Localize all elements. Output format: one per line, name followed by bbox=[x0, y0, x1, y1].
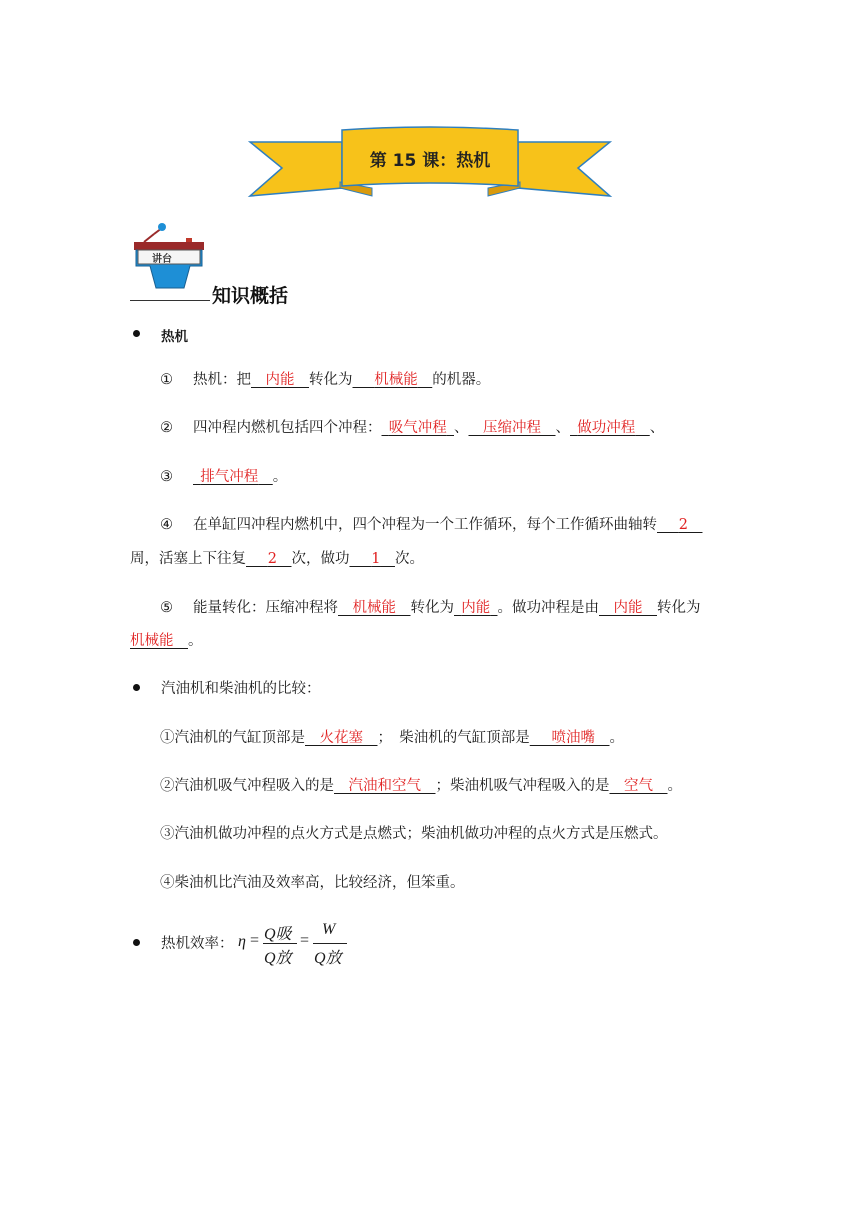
item-number: ④ bbox=[160, 517, 173, 533]
equals-sign: = bbox=[250, 932, 260, 949]
answer: 压缩冲程 bbox=[483, 420, 541, 436]
compare-line bbox=[160, 774, 682, 795]
blank bbox=[653, 778, 668, 794]
item-text: 。做功冲程是由 bbox=[497, 600, 599, 616]
answer: 2 bbox=[267, 551, 277, 567]
efficiency-label: 热机效率： bbox=[161, 936, 234, 952]
answer: 内能 bbox=[461, 600, 491, 616]
answer: 空气 bbox=[624, 778, 653, 794]
fraction-bar bbox=[263, 943, 297, 944]
blank bbox=[530, 730, 552, 746]
blank bbox=[469, 420, 484, 436]
eta-symbol: η bbox=[238, 933, 246, 950]
answer: 1 bbox=[371, 551, 381, 567]
blank bbox=[418, 372, 433, 388]
blank bbox=[396, 600, 411, 616]
answer: 机械能 bbox=[130, 633, 174, 649]
blank bbox=[421, 778, 436, 794]
item-text: 转化为 bbox=[410, 600, 454, 616]
blank bbox=[174, 633, 189, 649]
separator: 、 bbox=[649, 420, 665, 436]
item-text: ①汽油机的气缸顶部是 bbox=[160, 730, 305, 746]
podium-icon bbox=[132, 220, 212, 290]
item-text: 转化为 bbox=[657, 600, 701, 616]
equals-sign: = bbox=[300, 932, 310, 949]
blank bbox=[657, 517, 679, 533]
section-heading: 知识概括 bbox=[212, 285, 289, 307]
item-text: ②汽油机吸气冲程吸入的是 bbox=[160, 778, 334, 794]
item-number: ⑤ bbox=[160, 600, 173, 616]
item-text: 周，活塞上下往复 bbox=[130, 551, 246, 567]
list-item bbox=[160, 465, 287, 486]
podium-label: 讲台 bbox=[152, 254, 172, 265]
answer: 排气冲程 bbox=[200, 469, 259, 485]
item-text: 四冲程内燃机包括四个冲程： bbox=[193, 420, 382, 436]
compare-line: ④柴油机比汽油及效率高，比较经济，但笨重。 bbox=[160, 875, 465, 891]
blank bbox=[363, 730, 378, 746]
blank bbox=[338, 600, 353, 616]
item-text: 的机器。 bbox=[432, 372, 491, 388]
blank bbox=[382, 420, 389, 436]
separator: 、 bbox=[454, 420, 469, 436]
blank bbox=[635, 420, 650, 436]
answer: 机械能 bbox=[352, 600, 396, 616]
item-text: 能量转化：压缩冲程将 bbox=[193, 600, 338, 616]
fraction-numerator: Q吸 bbox=[264, 926, 292, 943]
blank bbox=[610, 778, 625, 794]
separator: 、 bbox=[555, 420, 570, 436]
bullet-dot bbox=[133, 330, 140, 337]
list-item-continued bbox=[130, 547, 424, 568]
bullet-dot bbox=[133, 939, 140, 946]
item-text: 热机：把 bbox=[193, 372, 251, 388]
fraction-denominator: Q放 bbox=[314, 950, 342, 967]
item-text: 转化为 bbox=[309, 372, 353, 388]
compare-line bbox=[160, 726, 624, 747]
compare-label: 汽油机和柴油机的比较： bbox=[161, 681, 321, 697]
bullet-dot bbox=[133, 684, 140, 691]
item-text: ；柴油机吸气冲程吸入的是 bbox=[435, 778, 610, 794]
item-text: 次。 bbox=[394, 551, 424, 567]
answer: 火花塞 bbox=[319, 730, 363, 746]
blank bbox=[251, 372, 266, 388]
answer: 2 bbox=[678, 517, 688, 533]
list-item bbox=[160, 416, 664, 437]
item-number: ② bbox=[160, 420, 173, 436]
list-item bbox=[160, 513, 702, 534]
item-number: ③ bbox=[160, 469, 173, 485]
answer: 内能 bbox=[265, 372, 295, 388]
section-heading-underline bbox=[130, 300, 210, 301]
blank bbox=[490, 600, 497, 616]
item-text: 。 bbox=[188, 633, 203, 649]
list-item-continued bbox=[130, 629, 203, 650]
blank bbox=[349, 551, 371, 567]
answer: 喷油嘴 bbox=[551, 730, 595, 746]
item-number: ① bbox=[160, 372, 173, 388]
compare-line: ③汽油机做功冲程的点火方式是点燃式；柴油机做功冲程的点火方式是压燃式。 bbox=[160, 826, 668, 842]
answer: 机械能 bbox=[374, 372, 418, 388]
blank bbox=[334, 778, 349, 794]
fraction-bar bbox=[313, 943, 347, 944]
blank bbox=[599, 600, 614, 616]
answer: 内能 bbox=[613, 600, 643, 616]
item-text: 次，做功 bbox=[291, 551, 350, 567]
item-text: 。 bbox=[667, 778, 682, 794]
list-item bbox=[160, 596, 701, 617]
blank bbox=[447, 420, 454, 436]
blank bbox=[541, 420, 556, 436]
page-title: 第 15 课：热机 bbox=[369, 151, 491, 171]
item-text: ； 柴油机的气缸顶部是 bbox=[377, 730, 530, 746]
heat-engine-label: 热机 bbox=[161, 329, 188, 345]
blank bbox=[277, 551, 292, 567]
title-banner bbox=[246, 126, 614, 202]
blank bbox=[380, 551, 395, 567]
blank bbox=[595, 730, 610, 746]
blank bbox=[258, 469, 273, 485]
item-text: 。 bbox=[272, 469, 288, 485]
blank bbox=[688, 517, 703, 533]
blank bbox=[353, 372, 375, 388]
answer: 汽油和空气 bbox=[348, 778, 421, 794]
item-text: 。 bbox=[609, 730, 624, 746]
fraction-denominator: Q放 bbox=[264, 950, 292, 967]
blank bbox=[246, 551, 268, 567]
blank bbox=[295, 372, 310, 388]
item-text: 在单缸四冲程内燃机中，四个冲程为一个工作循环，每个工作循环曲轴转 bbox=[193, 517, 657, 533]
blank bbox=[643, 600, 658, 616]
list-item bbox=[160, 368, 490, 389]
blank bbox=[305, 730, 320, 746]
answer: 做功冲程 bbox=[577, 420, 636, 436]
fraction-numerator: W bbox=[322, 921, 336, 938]
answer: 吸气冲程 bbox=[388, 420, 447, 436]
